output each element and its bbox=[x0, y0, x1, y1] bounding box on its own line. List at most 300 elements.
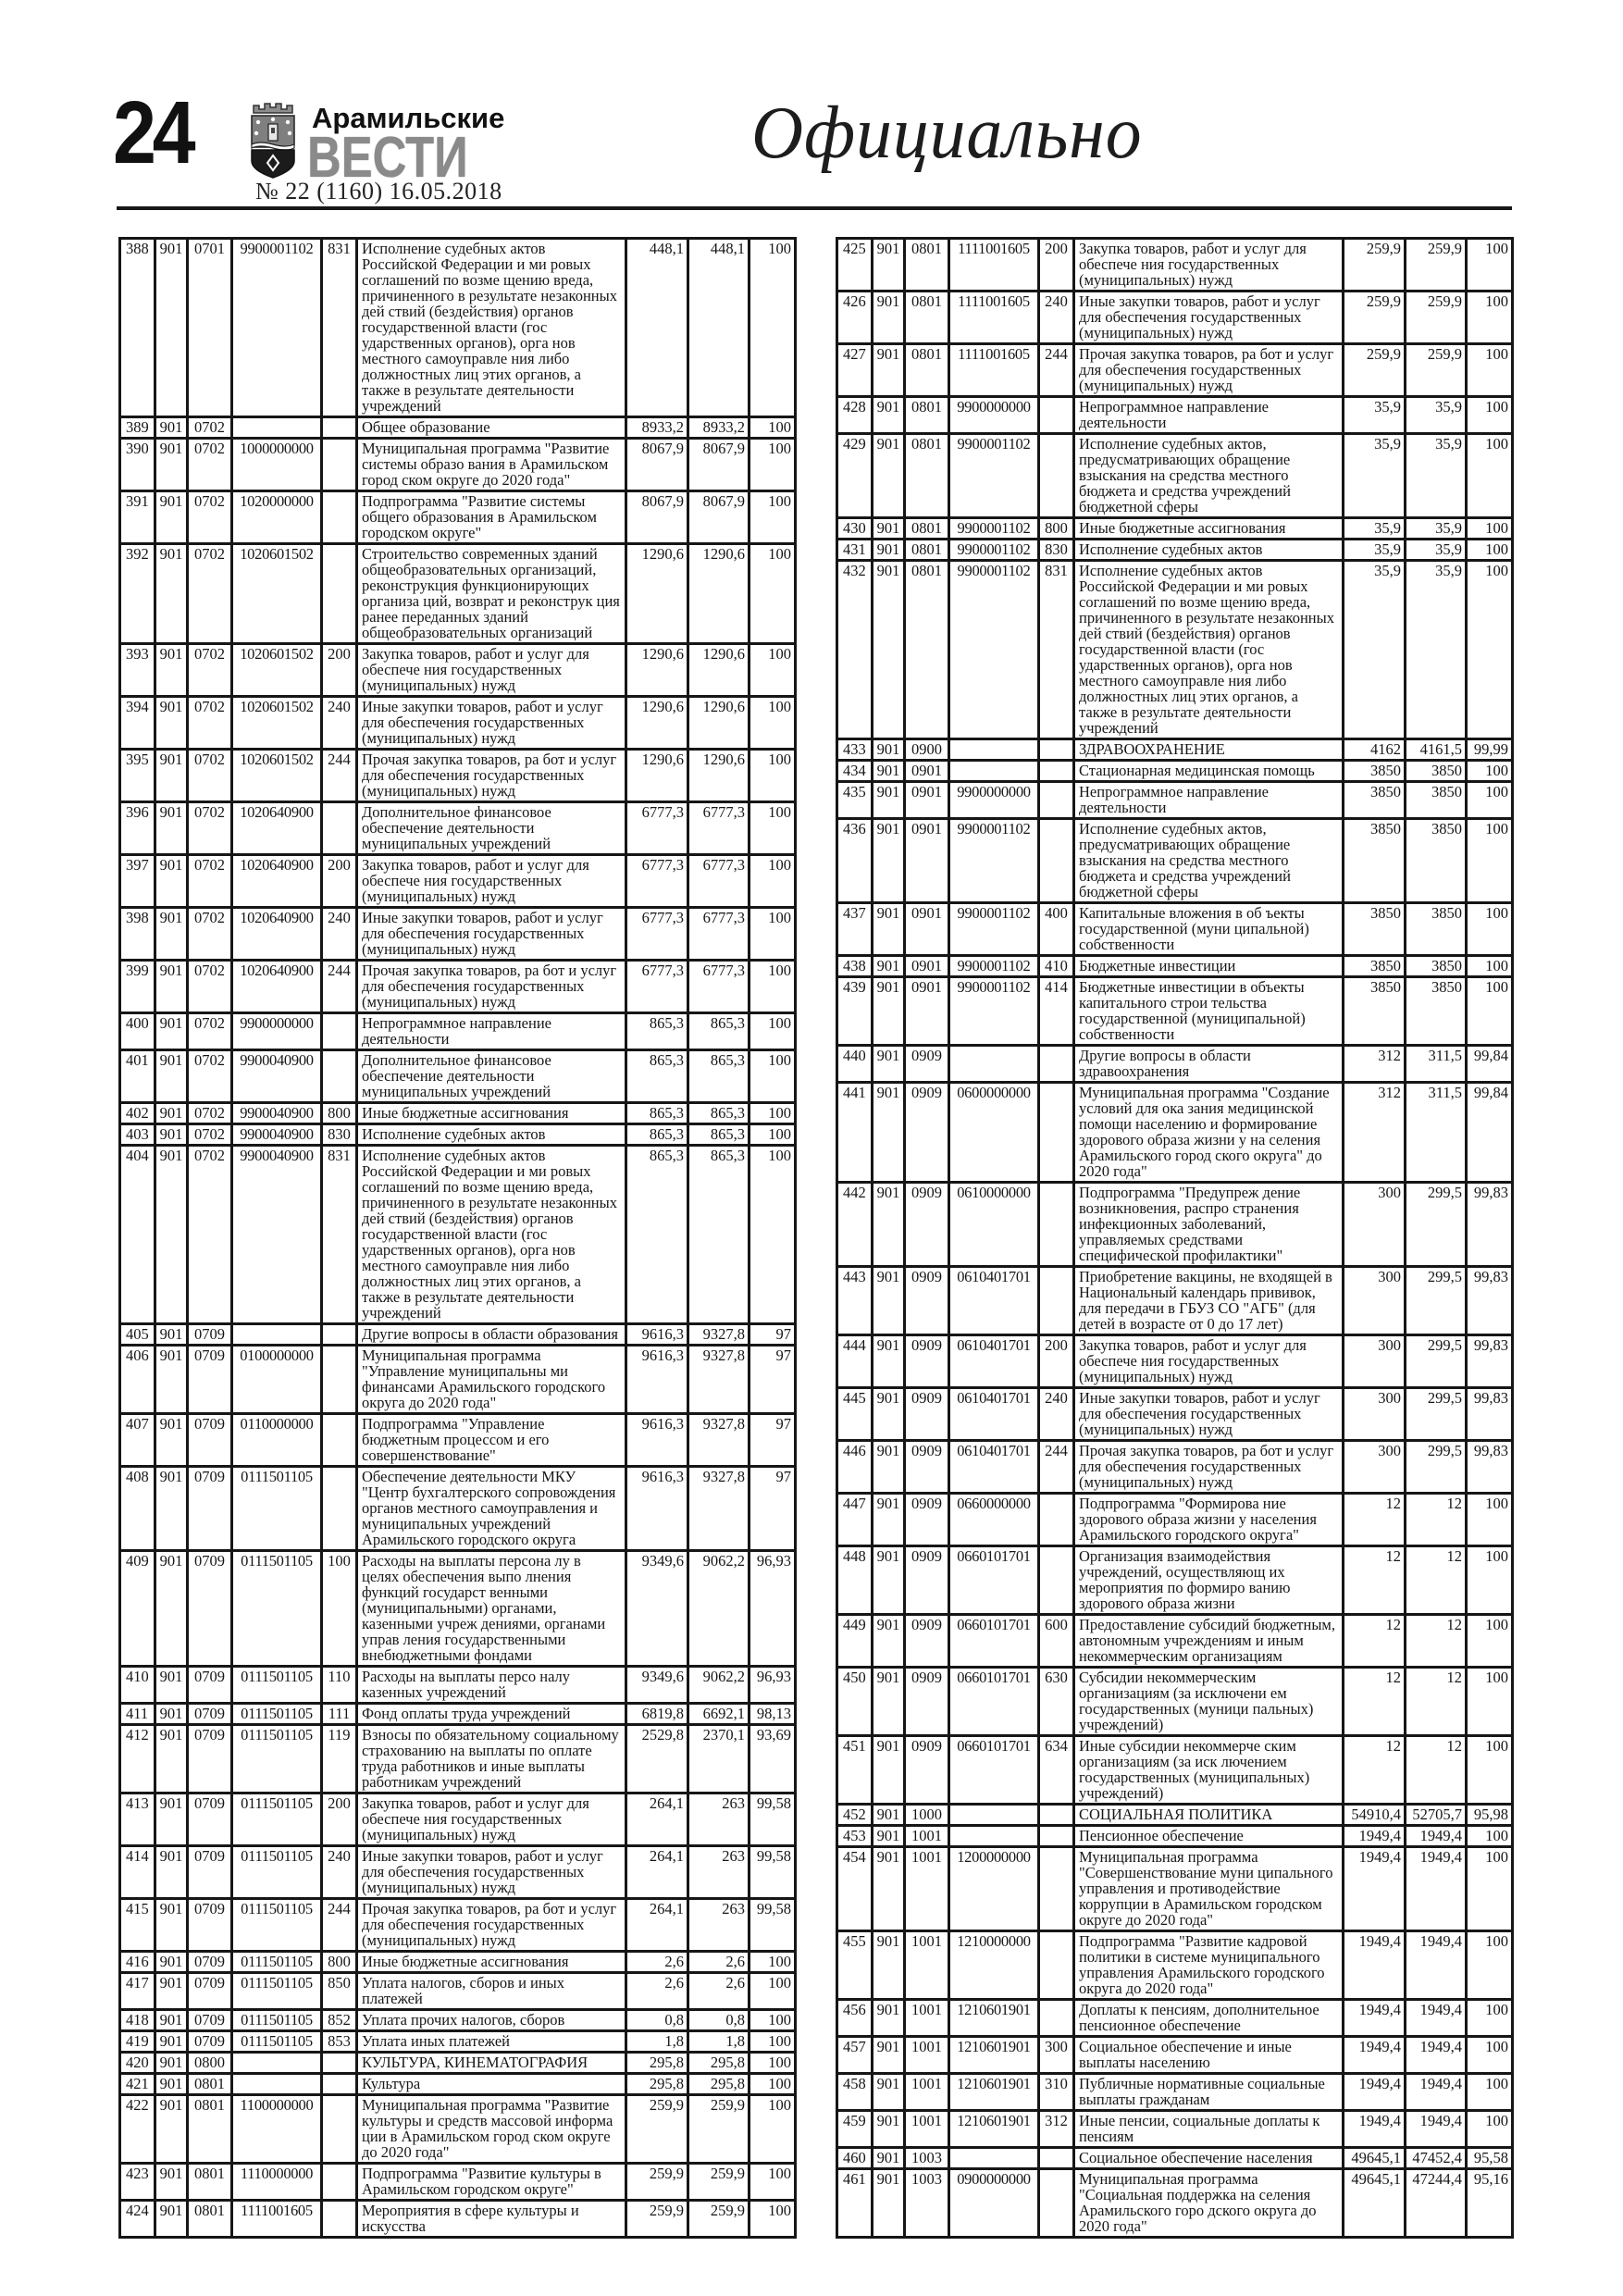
table-row bbox=[120, 750, 796, 802]
section-code-cell: 0801 bbox=[905, 292, 949, 344]
name-cell: Иные закупки товаров, работ и услуг для обеспечения государственных (муниципальных) нужд bbox=[357, 1846, 626, 1899]
row-num-cell: 422 bbox=[120, 2095, 155, 2164]
grbs-cell: 901 bbox=[155, 1846, 188, 1899]
plan-amount-cell: 259,9 bbox=[626, 2164, 688, 2201]
grbs-cell: 901 bbox=[873, 1847, 905, 1931]
fact-amount-cell: 1949,4 bbox=[1406, 1931, 1467, 2000]
table-row bbox=[120, 1013, 796, 1050]
expense-type-cell: 244 bbox=[322, 1899, 357, 1952]
expense-type-cell: 400 bbox=[1039, 903, 1074, 956]
grbs-cell: 901 bbox=[873, 344, 905, 397]
grbs-cell: 901 bbox=[155, 1793, 188, 1846]
section-code-cell: 0709 bbox=[188, 1846, 232, 1899]
grbs-cell: 901 bbox=[155, 961, 188, 1013]
target-article-cell: 1020601502 bbox=[232, 544, 322, 644]
plan-amount-cell: 8067,9 bbox=[626, 439, 688, 491]
grbs-cell: 901 bbox=[155, 417, 188, 439]
table-row bbox=[120, 1704, 796, 1725]
table-row bbox=[837, 344, 1513, 397]
plan-amount-cell: 1290,6 bbox=[626, 697, 688, 750]
fact-amount-cell: 259,9 bbox=[1406, 292, 1467, 344]
row-num-cell: 409 bbox=[120, 1551, 155, 1667]
table-row bbox=[837, 1847, 1513, 1931]
percent-cell: 100 bbox=[1467, 2074, 1513, 2111]
grbs-cell: 901 bbox=[873, 1267, 905, 1335]
expense-type-cell: 100 bbox=[322, 1551, 357, 1667]
target-article-cell: 1020000000 bbox=[232, 491, 322, 544]
expense-type-cell: 200 bbox=[322, 1793, 357, 1846]
section-code-cell: 1000 bbox=[905, 1805, 949, 1826]
target-article-cell: 0111501105 bbox=[232, 1846, 322, 1899]
plan-amount-cell: 54910,4 bbox=[1344, 1805, 1406, 1826]
table-row bbox=[837, 1267, 1513, 1335]
plan-amount-cell: 264,1 bbox=[626, 1793, 688, 1846]
table-row bbox=[120, 1467, 796, 1551]
expense-type-cell bbox=[1039, 819, 1074, 903]
target-article-cell: 0100000000 bbox=[232, 1346, 322, 1414]
plan-amount-cell: 6777,3 bbox=[626, 961, 688, 1013]
section-code-cell: 0701 bbox=[188, 239, 232, 417]
percent-cell: 99,58 bbox=[750, 1793, 796, 1846]
expense-type-cell bbox=[322, 439, 357, 491]
name-cell: Прочая закупка товаров, ра бот и услуг для обеспечения государственных (муниципальных) нужд bbox=[357, 750, 626, 802]
name-cell: Другие вопросы в области образования bbox=[357, 1324, 626, 1346]
grbs-cell: 901 bbox=[155, 2201, 188, 2238]
percent-cell: 100 bbox=[750, 908, 796, 961]
expense-type-cell: 853 bbox=[322, 2031, 357, 2053]
plan-amount-cell: 2529,8 bbox=[626, 1725, 688, 1793]
plan-amount-cell: 12 bbox=[1344, 1668, 1406, 1736]
percent-cell: 100 bbox=[1467, 977, 1513, 1046]
plan-amount-cell: 2,6 bbox=[626, 1973, 688, 2010]
expense-type-cell bbox=[1039, 2169, 1074, 2238]
table-row bbox=[837, 782, 1513, 819]
table-row bbox=[120, 2010, 796, 2031]
percent-cell: 100 bbox=[1467, 1826, 1513, 1847]
row-num-cell: 460 bbox=[837, 2148, 873, 2169]
name-cell: Иные субсидии некоммерче ским организациям (за иск лючением государственных (муниципальных) учреждений) bbox=[1074, 1736, 1344, 1805]
name-cell: Исполнение судебных актов Российской Федерации и ми ровых соглашений по возме щению вреда, причиненного в результате незаконных дей ствий (бездействия) органов государственной власти (гос ударственных органов), орга нов местного самоуправле ния либо должностных лиц этих органов, а также в результате деятельности учреждений bbox=[357, 1146, 626, 1324]
table-row bbox=[837, 1736, 1513, 1805]
plan-amount-cell: 35,9 bbox=[1344, 434, 1406, 518]
table-row bbox=[120, 1846, 796, 1899]
name-cell: Уплата иных платежей bbox=[357, 2031, 626, 2053]
plan-amount-cell: 1290,6 bbox=[626, 750, 688, 802]
plan-amount-cell: 3850 bbox=[1344, 977, 1406, 1046]
fact-amount-cell: 3850 bbox=[1406, 903, 1467, 956]
table-row bbox=[837, 2074, 1513, 2111]
row-num-cell: 399 bbox=[120, 961, 155, 1013]
name-cell: Другие вопросы в области здравоохранения bbox=[1074, 1046, 1344, 1083]
plan-amount-cell: 3850 bbox=[1344, 956, 1406, 977]
grbs-cell: 901 bbox=[873, 1546, 905, 1615]
target-article-cell: 0111501105 bbox=[232, 1793, 322, 1846]
target-article-cell: 1020601502 bbox=[232, 697, 322, 750]
table-row bbox=[120, 855, 796, 908]
target-article-cell: 9900040900 bbox=[232, 1103, 322, 1124]
percent-cell: 97 bbox=[750, 1414, 796, 1467]
grbs-cell: 901 bbox=[155, 1551, 188, 1667]
expense-type-cell: 200 bbox=[322, 855, 357, 908]
grbs-cell: 901 bbox=[873, 1494, 905, 1546]
section-code-cell: 0702 bbox=[188, 644, 232, 697]
row-num-cell: 410 bbox=[120, 1667, 155, 1704]
row-num-cell: 423 bbox=[120, 2164, 155, 2201]
table-row bbox=[837, 1388, 1513, 1441]
grbs-cell: 901 bbox=[873, 761, 905, 782]
target-article-cell: 0111501105 bbox=[232, 1551, 322, 1667]
target-article-cell: 1111001605 bbox=[949, 239, 1039, 292]
table-row bbox=[837, 518, 1513, 540]
section-code-cell: 1001 bbox=[905, 2074, 949, 2111]
plan-amount-cell: 8933,2 bbox=[626, 417, 688, 439]
row-num-cell: 394 bbox=[120, 697, 155, 750]
expense-type-cell: 414 bbox=[1039, 977, 1074, 1046]
name-cell: Общее образование bbox=[357, 417, 626, 439]
target-article-cell: 9900040900 bbox=[232, 1124, 322, 1146]
row-num-cell: 412 bbox=[120, 1725, 155, 1793]
expense-type-cell bbox=[1039, 739, 1074, 761]
fact-amount-cell: 12 bbox=[1406, 1668, 1467, 1736]
grbs-cell: 901 bbox=[155, 2053, 188, 2074]
name-cell: Фонд оплаты труда учреждений bbox=[357, 1704, 626, 1725]
plan-amount-cell: 12 bbox=[1344, 1736, 1406, 1805]
fact-amount-cell: 311,5 bbox=[1406, 1046, 1467, 1083]
expense-type-cell: 200 bbox=[322, 644, 357, 697]
plan-amount-cell: 300 bbox=[1344, 1183, 1406, 1267]
percent-cell: 99,83 bbox=[1467, 1441, 1513, 1494]
table-row bbox=[120, 1346, 796, 1414]
expense-type-cell: 240 bbox=[322, 697, 357, 750]
grbs-cell: 901 bbox=[873, 1615, 905, 1668]
percent-cell: 100 bbox=[750, 1124, 796, 1146]
grbs-cell: 901 bbox=[873, 782, 905, 819]
target-article-cell bbox=[232, 2074, 322, 2095]
row-num-cell: 411 bbox=[120, 1704, 155, 1725]
fact-amount-cell: 295,8 bbox=[688, 2053, 750, 2074]
row-num-cell: 450 bbox=[837, 1668, 873, 1736]
expense-type-cell bbox=[322, 1050, 357, 1103]
section-code-cell: 0909 bbox=[905, 1441, 949, 1494]
grbs-cell: 901 bbox=[155, 855, 188, 908]
expense-type-cell: 240 bbox=[322, 1846, 357, 1899]
plan-amount-cell: 300 bbox=[1344, 1267, 1406, 1335]
expense-type-cell bbox=[1039, 1847, 1074, 1931]
plan-amount-cell: 9349,6 bbox=[626, 1667, 688, 1704]
table-row bbox=[120, 1324, 796, 1346]
fact-amount-cell: 1949,4 bbox=[1406, 1826, 1467, 1847]
grbs-cell: 901 bbox=[155, 1050, 188, 1103]
grbs-cell: 901 bbox=[873, 956, 905, 977]
grbs-cell: 901 bbox=[873, 2111, 905, 2148]
fact-amount-cell: 6777,3 bbox=[688, 908, 750, 961]
target-article-cell: 9900001102 bbox=[949, 956, 1039, 977]
plan-amount-cell: 3850 bbox=[1344, 903, 1406, 956]
percent-cell: 99,83 bbox=[1467, 1183, 1513, 1267]
percent-cell: 100 bbox=[1467, 2000, 1513, 2037]
fact-amount-cell: 263 bbox=[688, 1846, 750, 1899]
expense-type-cell bbox=[322, 1346, 357, 1414]
expense-type-cell bbox=[1039, 1267, 1074, 1335]
section-code-cell: 0702 bbox=[188, 1146, 232, 1324]
expense-type-cell: 244 bbox=[1039, 1441, 1074, 1494]
name-cell: Уплата прочих налогов, сборов bbox=[357, 2010, 626, 2031]
fact-amount-cell: 8933,2 bbox=[688, 417, 750, 439]
percent-cell: 100 bbox=[750, 802, 796, 855]
row-num-cell: 397 bbox=[120, 855, 155, 908]
percent-cell: 100 bbox=[750, 491, 796, 544]
fact-amount-cell: 311,5 bbox=[1406, 1083, 1467, 1183]
row-num-cell: 434 bbox=[837, 761, 873, 782]
row-num-cell: 427 bbox=[837, 344, 873, 397]
expense-type-cell bbox=[1039, 782, 1074, 819]
target-article-cell: 0900000000 bbox=[949, 2169, 1039, 2238]
plan-amount-cell: 35,9 bbox=[1344, 561, 1406, 739]
name-cell: Иные закупки товаров, работ и услуг для обеспечения государственных (муниципальных) нужд bbox=[357, 908, 626, 961]
target-article-cell: 1210000000 bbox=[949, 1931, 1039, 2000]
target-article-cell: 1020640900 bbox=[232, 961, 322, 1013]
section-code-cell: 0909 bbox=[905, 1546, 949, 1615]
target-article-cell: 9900001102 bbox=[949, 540, 1039, 561]
name-cell: Муниципальная программа "Развитие культуры и средств массовой информа ции в Арамильском город ском округе до 2020 года" bbox=[357, 2095, 626, 2164]
target-article-cell: 1200000000 bbox=[949, 1847, 1039, 1931]
target-article-cell bbox=[232, 417, 322, 439]
table-row bbox=[120, 544, 796, 644]
table-row bbox=[837, 2037, 1513, 2074]
percent-cell: 100 bbox=[1467, 956, 1513, 977]
section-code-cell: 0801 bbox=[905, 540, 949, 561]
name-cell: Закупка товаров, работ и услуг для обеспече ния государственных (муниципальных) нужд bbox=[357, 855, 626, 908]
row-num-cell: 441 bbox=[837, 1083, 873, 1183]
name-cell: Подпрограмма "Развитие кадровой политики в системе муниципального управления Арамильского городского округа до 2020 года" bbox=[1074, 1931, 1344, 2000]
plan-amount-cell: 295,8 bbox=[626, 2053, 688, 2074]
table-row bbox=[837, 397, 1513, 434]
fact-amount-cell: 1949,4 bbox=[1406, 2111, 1467, 2148]
table-row bbox=[120, 2164, 796, 2201]
expense-type-cell bbox=[1039, 2148, 1074, 2169]
row-num-cell: 445 bbox=[837, 1388, 873, 1441]
grbs-cell: 901 bbox=[155, 1146, 188, 1324]
target-article-cell: 9900040900 bbox=[232, 1146, 322, 1324]
grbs-cell: 901 bbox=[873, 1183, 905, 1267]
row-num-cell: 429 bbox=[837, 434, 873, 518]
target-article-cell: 0660101701 bbox=[949, 1546, 1039, 1615]
percent-cell: 100 bbox=[750, 2095, 796, 2164]
grbs-cell: 901 bbox=[873, 1083, 905, 1183]
section-code-cell: 0709 bbox=[188, 2010, 232, 2031]
grbs-cell: 901 bbox=[155, 908, 188, 961]
target-article-cell: 9900001102 bbox=[949, 903, 1039, 956]
section-code-cell: 1001 bbox=[905, 1847, 949, 1931]
section-code-cell: 0709 bbox=[188, 1725, 232, 1793]
expense-type-cell bbox=[322, 417, 357, 439]
fact-amount-cell: 6777,3 bbox=[688, 802, 750, 855]
row-num-cell: 416 bbox=[120, 1952, 155, 1973]
row-num-cell: 440 bbox=[837, 1046, 873, 1083]
target-article-cell bbox=[232, 2053, 322, 2074]
newspaper-name-bottom: ВЕСТИ bbox=[307, 126, 468, 190]
name-cell: Строительство современных зданий общеобразовательных организаций, реконструкция функционирующих организа ций, возврат и реконструк ция ранее переданных зданий общеобразовательных организаций bbox=[357, 544, 626, 644]
plan-amount-cell: 6819,8 bbox=[626, 1704, 688, 1725]
percent-cell: 100 bbox=[1467, 761, 1513, 782]
section-code-cell: 0709 bbox=[188, 1324, 232, 1346]
name-cell: Иные бюджетные ассигнования bbox=[1074, 518, 1344, 540]
table-row bbox=[837, 1494, 1513, 1546]
fact-amount-cell: 9327,8 bbox=[688, 1324, 750, 1346]
grbs-cell: 901 bbox=[155, 1725, 188, 1793]
fact-amount-cell: 3850 bbox=[1406, 956, 1467, 977]
name-cell: Муниципальная программа "Социальная поддержка на селения Арамильского горо дского округа до 2020 года" bbox=[1074, 2169, 1344, 2238]
percent-cell: 100 bbox=[750, 2031, 796, 2053]
table-row bbox=[837, 1335, 1513, 1388]
table-row bbox=[120, 697, 796, 750]
section-code-cell: 1001 bbox=[905, 2037, 949, 2074]
section-code-cell: 0709 bbox=[188, 1704, 232, 1725]
row-num-cell: 396 bbox=[120, 802, 155, 855]
row-num-cell: 425 bbox=[837, 239, 873, 292]
percent-cell: 99,99 bbox=[1467, 739, 1513, 761]
expense-type-cell bbox=[322, 1414, 357, 1467]
fact-amount-cell: 299,5 bbox=[1406, 1335, 1467, 1388]
section-code-cell: 0901 bbox=[905, 956, 949, 977]
fact-amount-cell: 6692,1 bbox=[688, 1704, 750, 1725]
expense-type-cell bbox=[322, 2095, 357, 2164]
plan-amount-cell: 1949,4 bbox=[1344, 2074, 1406, 2111]
target-article-cell: 1020640900 bbox=[232, 855, 322, 908]
expense-type-cell: 800 bbox=[1039, 518, 1074, 540]
target-article-cell bbox=[949, 739, 1039, 761]
fact-amount-cell: 1290,6 bbox=[688, 750, 750, 802]
row-num-cell: 392 bbox=[120, 544, 155, 644]
grbs-cell: 901 bbox=[873, 2169, 905, 2238]
section-code-cell: 0909 bbox=[905, 1494, 949, 1546]
section-code-cell: 0801 bbox=[905, 344, 949, 397]
target-article-cell: 1020640900 bbox=[232, 908, 322, 961]
percent-cell: 99,83 bbox=[1467, 1388, 1513, 1441]
percent-cell: 100 bbox=[750, 1050, 796, 1103]
percent-cell: 100 bbox=[1467, 2111, 1513, 2148]
plan-amount-cell: 865,3 bbox=[626, 1124, 688, 1146]
section-code-cell: 0702 bbox=[188, 1124, 232, 1146]
fact-amount-cell: 9062,2 bbox=[688, 1551, 750, 1667]
section-code-cell: 0709 bbox=[188, 1973, 232, 2010]
fact-amount-cell: 12 bbox=[1406, 1736, 1467, 1805]
fact-amount-cell: 47244,4 bbox=[1406, 2169, 1467, 2238]
expense-type-cell: 240 bbox=[1039, 1388, 1074, 1441]
expense-type-cell: 244 bbox=[322, 750, 357, 802]
fact-amount-cell: 35,9 bbox=[1406, 540, 1467, 561]
expense-type-cell bbox=[322, 1467, 357, 1551]
target-article-cell: 9900001102 bbox=[949, 518, 1039, 540]
target-article-cell: 1210601901 bbox=[949, 2000, 1039, 2037]
plan-amount-cell: 1290,6 bbox=[626, 544, 688, 644]
name-cell: Бюджетные инвестиции bbox=[1074, 956, 1344, 977]
name-cell: Иные закупки товаров, работ и услуг для обеспечения государственных (муниципальных) нужд bbox=[357, 697, 626, 750]
plan-amount-cell: 300 bbox=[1344, 1388, 1406, 1441]
plan-amount-cell: 264,1 bbox=[626, 1899, 688, 1952]
percent-cell: 100 bbox=[1467, 1615, 1513, 1668]
plan-amount-cell: 259,9 bbox=[1344, 239, 1406, 292]
fact-amount-cell: 3850 bbox=[1406, 977, 1467, 1046]
row-num-cell: 448 bbox=[837, 1546, 873, 1615]
expense-type-cell bbox=[1039, 1826, 1074, 1847]
expense-type-cell bbox=[322, 1324, 357, 1346]
table-row bbox=[120, 1793, 796, 1846]
percent-cell: 99,83 bbox=[1467, 1335, 1513, 1388]
section-code-cell: 0901 bbox=[905, 782, 949, 819]
name-cell: Иные закупки товаров, работ и услуг для обеспечения государственных (муниципальных) нужд bbox=[1074, 292, 1344, 344]
expense-type-cell bbox=[1039, 1183, 1074, 1267]
target-article-cell bbox=[232, 1324, 322, 1346]
name-cell: Социальное обеспечение населения bbox=[1074, 2148, 1344, 2169]
percent-cell: 100 bbox=[1467, 1736, 1513, 1805]
row-num-cell: 436 bbox=[837, 819, 873, 903]
name-cell: Муниципальная программа "Развитие системы образо вания в Арамильском город ском округе до 2020 года" bbox=[357, 439, 626, 491]
section-code-cell: 0709 bbox=[188, 1899, 232, 1952]
target-article-cell: 0111501105 bbox=[232, 1973, 322, 2010]
row-num-cell: 455 bbox=[837, 1931, 873, 2000]
section-title: Официально bbox=[751, 93, 1143, 174]
section-code-cell: 0702 bbox=[188, 908, 232, 961]
fact-amount-cell: 3850 bbox=[1406, 819, 1467, 903]
section-code-cell: 1001 bbox=[905, 1826, 949, 1847]
table-row bbox=[120, 239, 796, 417]
expense-type-cell: 110 bbox=[322, 1667, 357, 1704]
grbs-cell: 901 bbox=[873, 2000, 905, 2037]
name-cell: Муниципальная программа "Совершенствование муни ципального управления и противодействие коррупции в Арамильском городском округе до 2020 года" bbox=[1074, 1847, 1344, 1931]
table-row bbox=[120, 2095, 796, 2164]
grbs-cell: 901 bbox=[873, 1441, 905, 1494]
fact-amount-cell: 263 bbox=[688, 1793, 750, 1846]
percent-cell: 100 bbox=[750, 697, 796, 750]
target-article-cell: 0111501105 bbox=[232, 1899, 322, 1952]
grbs-cell: 901 bbox=[155, 2074, 188, 2095]
section-code-cell: 1001 bbox=[905, 1931, 949, 2000]
section-code-cell: 0709 bbox=[188, 2031, 232, 2053]
expense-type-cell: 244 bbox=[1039, 344, 1074, 397]
expense-type-cell bbox=[1039, 1083, 1074, 1183]
name-cell: Предоставление субсидий бюджетным, автономным учреждениям и иным некоммерческим организациям bbox=[1074, 1615, 1344, 1668]
expense-type-cell: 310 bbox=[1039, 2074, 1074, 2111]
section-code-cell: 0909 bbox=[905, 1183, 949, 1267]
expense-type-cell: 831 bbox=[1039, 561, 1074, 739]
section-code-cell: 0702 bbox=[188, 802, 232, 855]
target-article-cell: 9900001102 bbox=[949, 977, 1039, 1046]
target-article-cell: 9900001102 bbox=[949, 819, 1039, 903]
plan-amount-cell: 1949,4 bbox=[1344, 1847, 1406, 1931]
section-code-cell: 0702 bbox=[188, 439, 232, 491]
percent-cell: 97 bbox=[750, 1467, 796, 1551]
grbs-cell: 901 bbox=[155, 1346, 188, 1414]
fact-amount-cell: 259,9 bbox=[688, 2164, 750, 2201]
percent-cell: 100 bbox=[750, 439, 796, 491]
percent-cell: 100 bbox=[1467, 561, 1513, 739]
percent-cell: 100 bbox=[750, 417, 796, 439]
row-num-cell: 419 bbox=[120, 2031, 155, 2053]
fact-amount-cell: 6777,3 bbox=[688, 961, 750, 1013]
name-cell: Подпрограмма "Управление бюджетным процессом и его совершенствование" bbox=[357, 1414, 626, 1467]
section-code-cell: 0901 bbox=[905, 903, 949, 956]
target-article-cell: 1210601901 bbox=[949, 2111, 1039, 2148]
row-num-cell: 413 bbox=[120, 1793, 155, 1846]
grbs-cell: 901 bbox=[155, 2031, 188, 2053]
table-row bbox=[837, 903, 1513, 956]
name-cell: Закупка товаров, работ и услуг для обеспече ния государственных (муниципальных) нужд bbox=[1074, 239, 1344, 292]
grbs-cell: 901 bbox=[873, 397, 905, 434]
table-row bbox=[120, 2031, 796, 2053]
expense-type-cell: 600 bbox=[1039, 1615, 1074, 1668]
grbs-cell: 901 bbox=[155, 1952, 188, 1973]
